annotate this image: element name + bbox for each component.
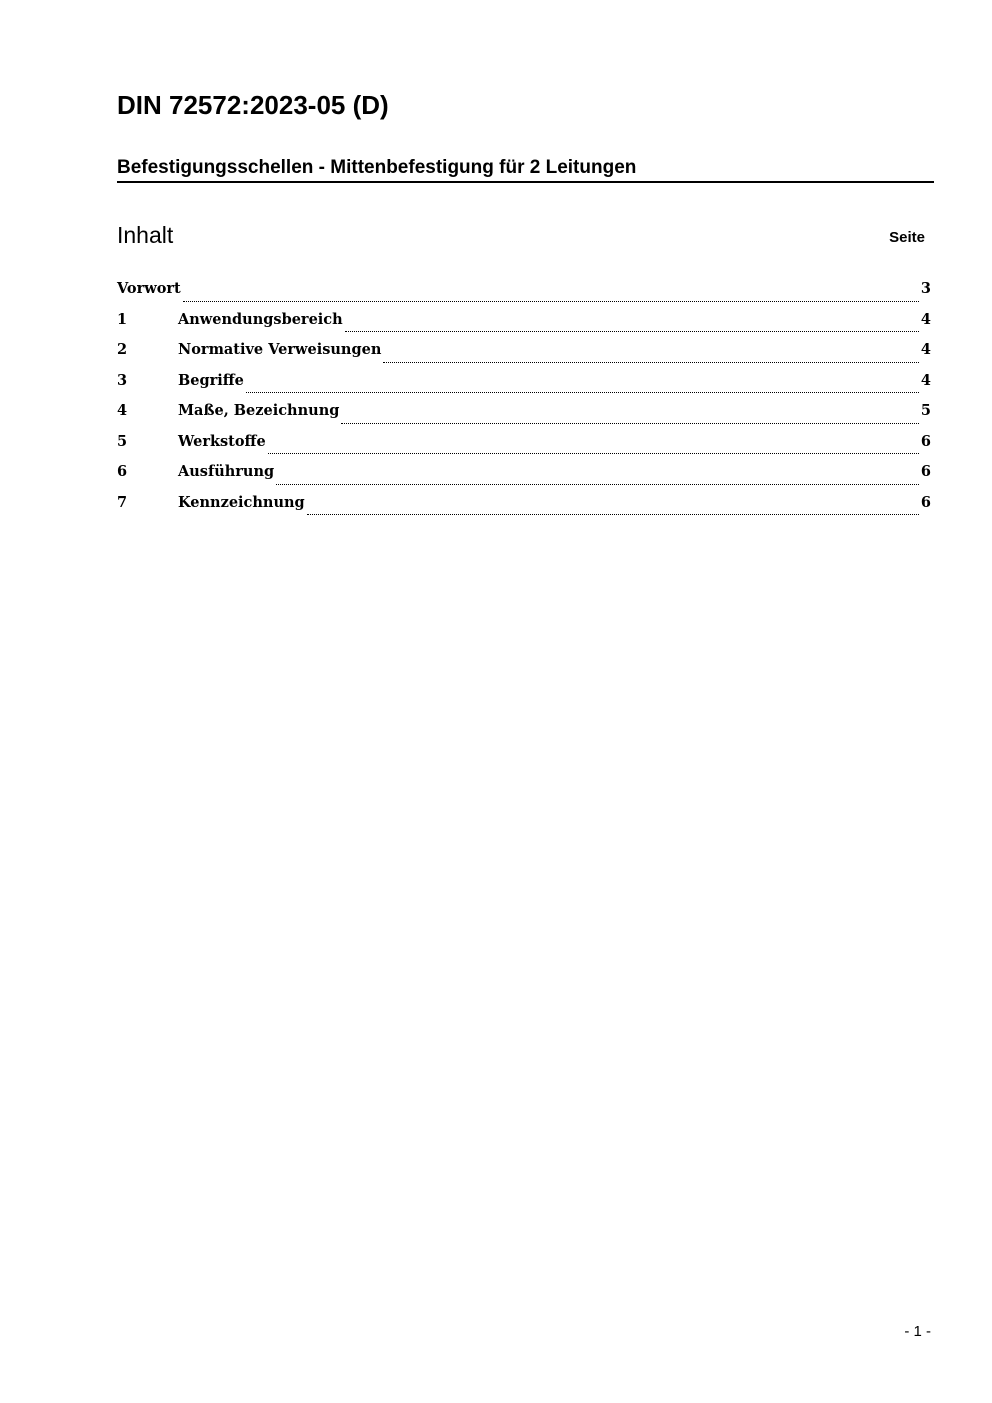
- toc-dot-leader: [383, 362, 919, 363]
- toc-entry-number: 3: [117, 371, 128, 389]
- toc-entry-label: Ausführung: [178, 463, 275, 480]
- toc-entry-2[interactable]: [117, 339, 931, 370]
- toc-entry-number: 6: [117, 463, 128, 480]
- toc-entry-number: 1: [117, 310, 128, 328]
- toc-entry-page: 4: [920, 310, 931, 328]
- toc-entry-number: 5: [117, 432, 128, 450]
- toc-entry-label: Begriffe: [178, 371, 244, 389]
- toc-entry-7[interactable]: [117, 492, 931, 523]
- toc-entry-6[interactable]: [117, 461, 931, 492]
- toc-entry-page: 6: [920, 463, 931, 480]
- toc-entry-3[interactable]: [117, 370, 931, 401]
- toc-entry-label: Kennzeichnung: [178, 493, 305, 511]
- toc-entry-page: 6: [920, 493, 931, 511]
- toc-entry-label: Maße, Bezeichnung: [178, 402, 340, 419]
- toc-page-column-label: Seite: [889, 229, 925, 246]
- document-title: DIN 72572:2023-05 (D): [117, 90, 389, 120]
- toc-entry-label: Normative Verweisungen: [178, 341, 382, 358]
- toc-entry-number: 4: [117, 402, 128, 419]
- toc-entry-number: 7: [117, 493, 128, 511]
- toc-entry-1[interactable]: [117, 309, 931, 340]
- toc-entry-4[interactable]: [117, 400, 931, 431]
- toc-entry-vorwort[interactable]: [117, 278, 931, 309]
- toc-entry-number: 2: [117, 341, 128, 358]
- page-number: - 1 -: [904, 1323, 931, 1340]
- toc-entry-page: 5: [920, 402, 931, 419]
- toc-dot-leader: [246, 392, 919, 393]
- document-subtitle: Befestigungsschellen - Mittenbefestigung für 2 Leitungen: [117, 157, 637, 178]
- toc-entry-page: 3: [920, 280, 931, 297]
- toc-dot-leader: [345, 331, 919, 332]
- toc-dot-leader: [268, 453, 919, 454]
- toc-entry-5[interactable]: [117, 431, 931, 462]
- toc-entry-label: Vorwort: [117, 280, 181, 297]
- toc-entry-page: 4: [920, 371, 931, 389]
- toc-entry-page: 4: [920, 341, 931, 358]
- toc-heading: Inhalt: [117, 222, 174, 248]
- document-subtitle-block: [117, 157, 934, 183]
- toc-entry-label: Werkstoffe: [178, 432, 266, 450]
- toc-dot-leader: [341, 423, 919, 424]
- toc-dot-leader: [183, 301, 919, 302]
- toc-entry-label: Anwendungsbereich: [178, 310, 343, 328]
- toc-dot-leader: [307, 514, 919, 515]
- table-of-contents: [117, 278, 931, 522]
- toc-entry-page: 6: [920, 432, 931, 450]
- toc-dot-leader: [276, 484, 919, 485]
